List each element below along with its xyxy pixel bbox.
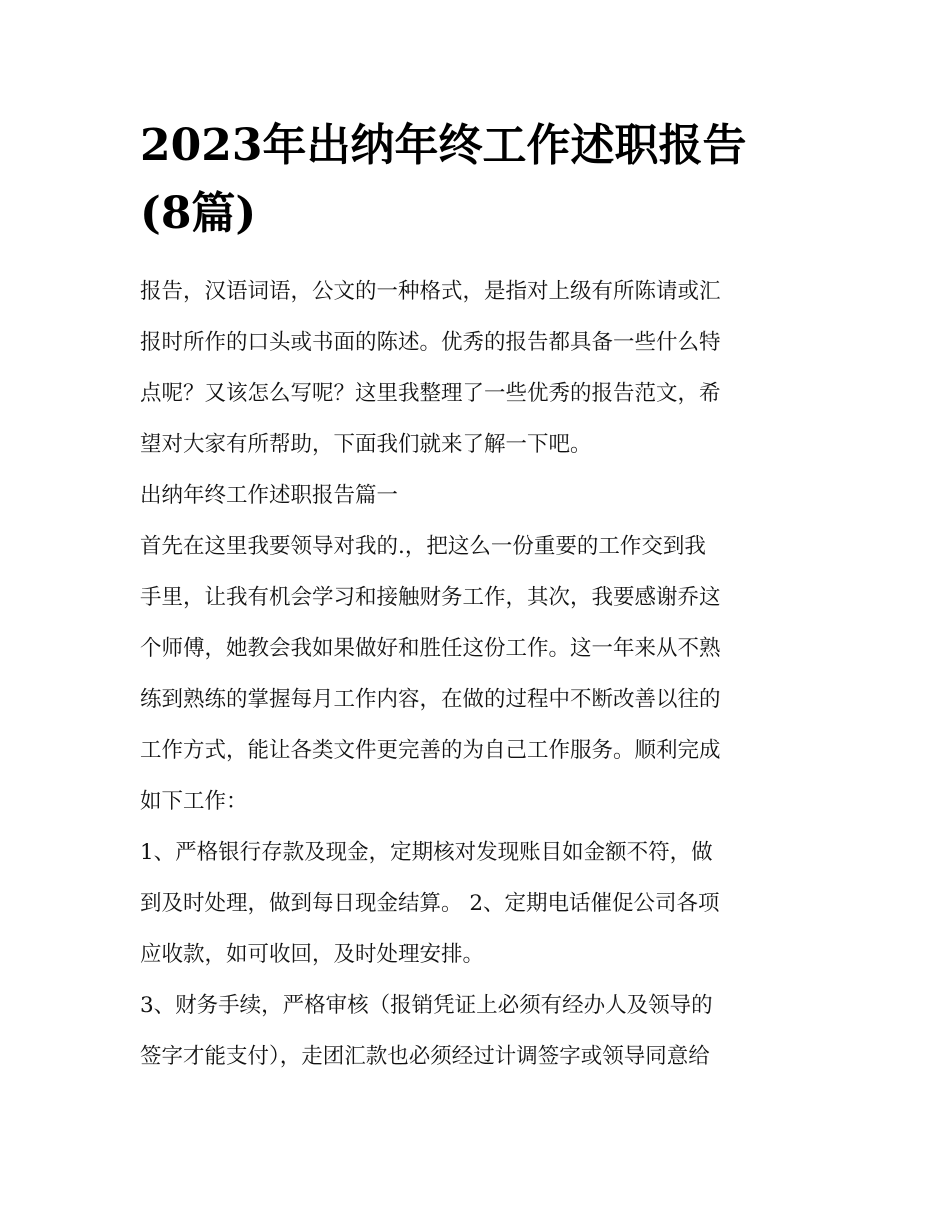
intro-paragraph: [140, 266, 820, 470]
document-title: [140, 112, 820, 248]
text-line: 报告，汉语词语，公文的一种格式，是指对上级有所陈请或汇: [140, 279, 721, 304]
text-line: 首先在这里我要领导对我的.，把这么一份重要的工作交到我: [140, 534, 706, 559]
section-heading: [140, 470, 820, 521]
text-line: 签字才能支付），走团汇款也必须经过计调签字或领导同意给: [140, 1044, 710, 1069]
text-line: 望对大家有所帮助，下面我们就来了解一下吧。: [140, 432, 592, 457]
title-line-2: (8篇): [140, 188, 257, 239]
body-paragraph: [140, 521, 820, 827]
text-line: 如下工作：: [140, 789, 248, 814]
text-line: 练到熟练的掌握每月工作内容，在做的过程中不断改善以往的: [140, 687, 721, 712]
title-line-1: 2023年出纳年终工作述职报告: [140, 120, 747, 171]
text-line: 到及时处理，做到每日现金结算。 2、定期电话催促公司各项: [140, 891, 720, 916]
text-line: 1、严格银行存款及现金，定期核对发现账目如金额不符，做: [140, 840, 713, 865]
text-line: 点呢？又该怎么写呢？这里我整理了一些优秀的报告范文，希: [140, 381, 721, 406]
text-line: 个师傅，她教会我如果做好和胜任这份工作。这一年来从不熟: [140, 636, 721, 661]
list-item-paragraph: [140, 980, 820, 1082]
text-line: 报时所作的口头或书面的陈述。优秀的报告都具备一些什么特: [140, 330, 721, 355]
text-line: 工作方式，能让各类文件更完善的为自己工作服务。顺利完成: [140, 738, 721, 763]
document-content: [140, 112, 820, 1082]
text-line: 3、财务手续，严格审核（报销凭证上必须有经办人及领导的: [140, 993, 713, 1018]
list-item-paragraph: [140, 827, 820, 980]
section-heading-text: 出纳年终工作述职报告篇一: [140, 483, 399, 508]
text-line: 手里，让我有机会学习和接触财务工作，其次，我要感谢乔这: [140, 585, 721, 610]
text-line: 应收款，如可收回，及时处理安排。: [140, 942, 485, 967]
